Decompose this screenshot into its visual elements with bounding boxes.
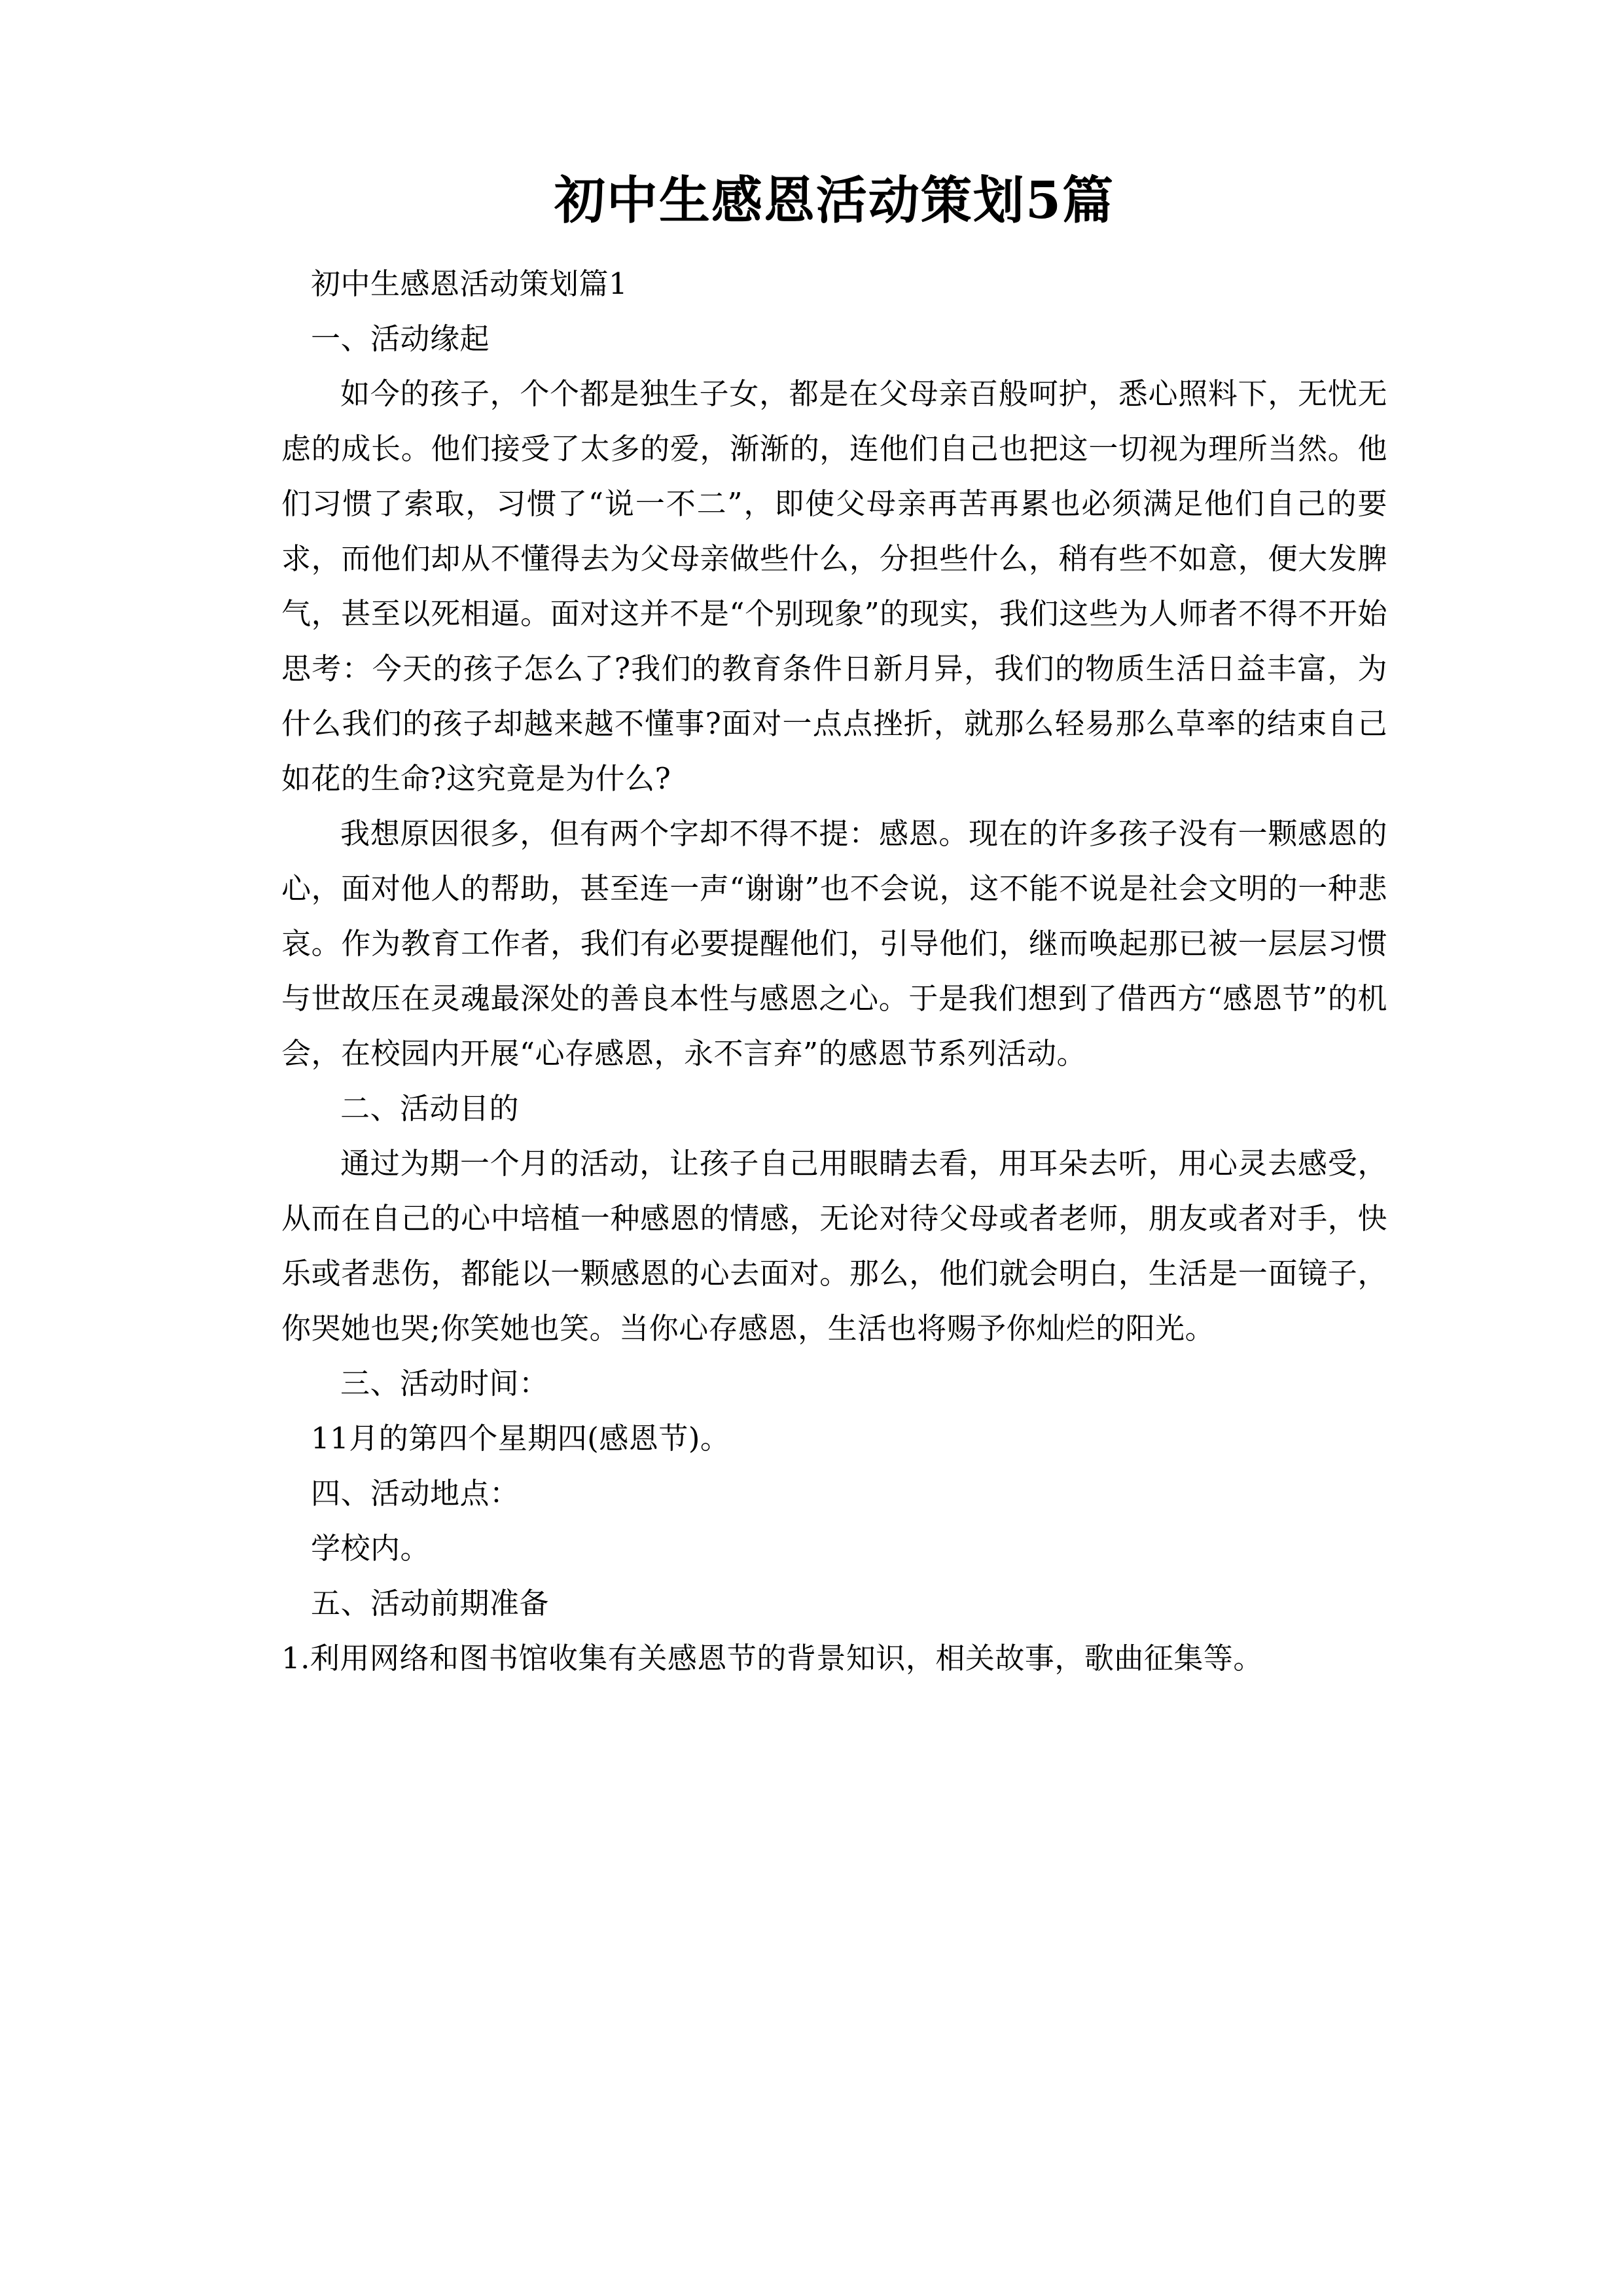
section-3-paragraph-1: 11月的第四个星期四(感恩节)。 xyxy=(311,1420,730,1456)
document-subtitle: 初中生感恩活动策划篇1 xyxy=(311,266,628,301)
section-1-paragraph-2: 我想原因很多，但有两个字却不得不提：感恩。现在的许多孩子没有一颗感恩的心，面对他人的帮助，甚至连一声“谢谢”也不会说，这不能不说是社会文明的一种悲哀。作为教育工作者，我们有必要提醒他们，引导他们，继而唤起那已被一层层习惯与世故压在灵魂最深处的善良本性与感恩之心。于是我们想到了借西方“感恩节”的机会，在校园内开展“心存感恩，永不言弃”的感恩节系列活动。 xyxy=(281,816,1387,1071)
section-heading-1: 一、活动缘起 xyxy=(311,321,490,356)
section-1-paragraph-1: 如今的孩子，个个都是独生子女，都是在父母亲百般呵护，悉心照料下，无忧无虑的成长。他们接受了太多的爱，渐渐的，连他们自己也把这一切视为理所当然。他们习惯了索取，习惯了“说一不二”，即使父母亲再苦再累也必须满足他们自己的要求，而他们却从不懂得去为父母亲做些什么，分担些什么，稍有些不如意，便大发脾气，甚至以死相逼。面对这并不是“个别现象”的现实，我们这些为人师者不得不开始思考：今天的孩子怎么了?我们的教育条件日新月异，我们的物质生活日益丰富，为什么我们的孩子却越来越不懂事?面对一点点挫折，就那么轻易那么草率的结束自己如花的生命?这究竟是为什么? xyxy=(281,376,1387,796)
section-4-paragraph-1: 学校内。 xyxy=(311,1530,431,1566)
section-5-paragraph-1: 1.利用网络和图书馆收集有关感恩节的背景知识，相关故事，歌曲征集等。 xyxy=(281,1640,1263,1676)
page-title: 初中生感恩活动策划5篇 xyxy=(554,171,1115,230)
section-heading-3: 三、活动时间： xyxy=(340,1365,549,1401)
section-heading-2: 二、活动目的 xyxy=(340,1090,520,1126)
document-body xyxy=(281,169,1387,1686)
section-heading-4: 四、活动地点： xyxy=(311,1475,520,1511)
section-heading-5: 五、活动前期准备 xyxy=(311,1585,550,1621)
section-2-paragraph-1: 通过为期一个月的活动，让孩子自己用眼睛去看，用耳朵去听，用心灵去感受，从而在自己的心中培植一种感恩的情感，无论对待父母或者老师，朋友或者对手，快乐或者悲伤，都能以一颗感恩的心去面对。那么，他们就会明白，生活是一面镜子，你哭她也哭;你笑她也笑。当你心存感恩，生活也将赐予你灿烂的阳光。 xyxy=(281,1145,1387,1346)
